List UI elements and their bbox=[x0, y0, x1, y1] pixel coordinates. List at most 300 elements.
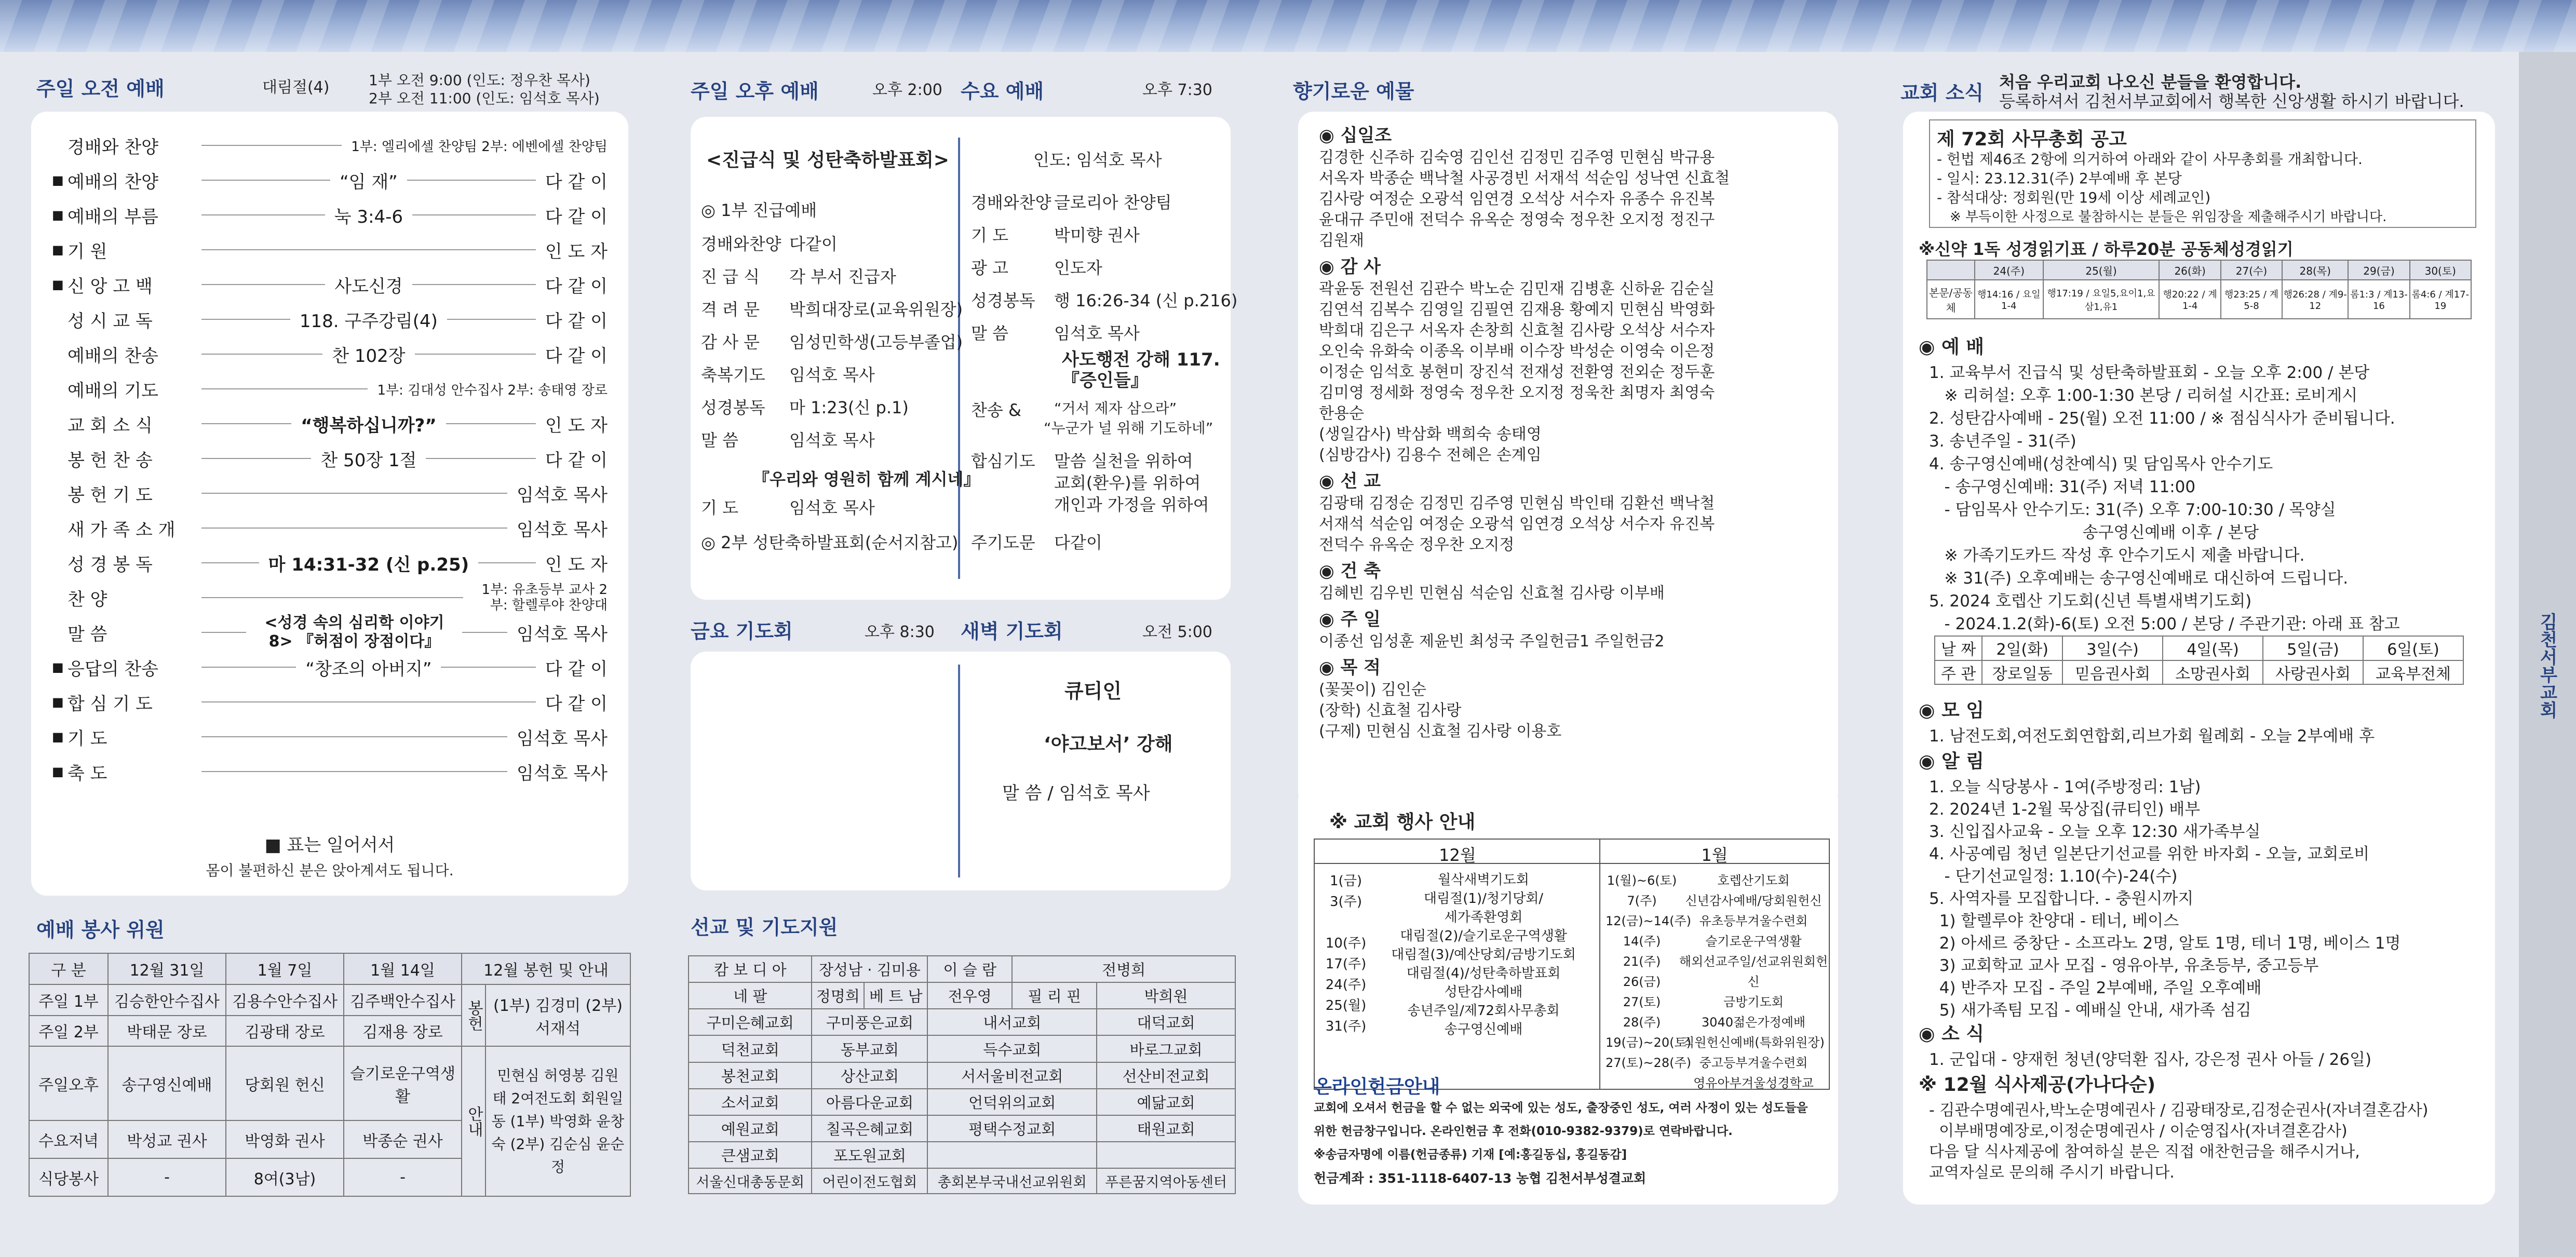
morning-order-card bbox=[31, 112, 628, 896]
event-item: 유초등부겨울수련회 bbox=[1699, 914, 1808, 928]
divider bbox=[958, 665, 960, 877]
afternoon-part1: ◎ 1부 진급예배 bbox=[701, 200, 817, 220]
news-line: 4. 송구영신예배(성찬예식) 및 담임목사 안수기도 bbox=[1929, 455, 2273, 474]
afternoon-order-value: 박희대장로(교육위원장) bbox=[789, 300, 963, 319]
wednesday-lord-label: 주기도문 bbox=[971, 533, 1035, 552]
order-row bbox=[52, 130, 608, 161]
afternoon-sermon: 『우리와 영원히 함께 계시네』 bbox=[753, 469, 980, 489]
cell: 행26:28 / 계9-12 bbox=[2282, 280, 2348, 319]
cell: 푸른꿈지역아동센터 bbox=[1097, 1168, 1235, 1194]
offering-names: 서재석 석순임 여정순 오광석 임연경 오석상 서수자 유진복 bbox=[1319, 515, 1715, 533]
divider bbox=[1599, 840, 1600, 1089]
news-line: - 2024.1.2(화)-6(토) 오전 5:00 / 본당 / 주관기관: 아래 표 참고 bbox=[1929, 615, 2400, 633]
event-date: 17(주) bbox=[1325, 956, 1367, 972]
cell: 2일(화) bbox=[1982, 636, 2062, 660]
order-row bbox=[52, 652, 608, 683]
afternoon-order-value: 임석호 목사 bbox=[789, 430, 875, 450]
order-row bbox=[52, 199, 608, 231]
divider bbox=[201, 528, 507, 529]
offering-names: 김사랑 여정순 오광석 임연경 오석상 서수자 유종수 유진복 bbox=[1319, 190, 1715, 208]
event-date: 21(주) bbox=[1623, 954, 1661, 969]
event-item: 금방기도회 bbox=[1723, 995, 1784, 1009]
church-cell: 태원교회 bbox=[1097, 1115, 1235, 1142]
header-cell: 25(월) bbox=[2043, 260, 2160, 280]
cell: 교육부전체 bbox=[2363, 660, 2463, 685]
church-cell: 내서교회 bbox=[927, 1009, 1097, 1035]
wednesday-prayer-2: 교회(환우)를 위하여 bbox=[1054, 473, 1201, 493]
order-leader: 임석호 목사 bbox=[516, 519, 608, 540]
side-tab bbox=[2519, 52, 2576, 1257]
friday-dawn-card bbox=[691, 652, 1231, 890]
afternoon-heading: <진급식 및 성탄축하발표회> bbox=[706, 150, 949, 171]
divider bbox=[478, 562, 536, 563]
event-item: 대림절(4)/성탄축하발표회 bbox=[1406, 966, 1561, 981]
order-content: 사도신경 bbox=[334, 276, 403, 297]
dawn-time: 오전 5:00 bbox=[1142, 623, 1212, 641]
news-line: ※ 리허설: 오후 1:00-1:30 본당 / 리허설 시간표: 로비게시 bbox=[1929, 386, 2358, 405]
stand-marker: ■ bbox=[52, 173, 64, 187]
wednesday-leader: 인도: 임석호 목사 bbox=[1033, 150, 1162, 170]
cell: 3일(수) bbox=[2062, 636, 2163, 660]
dawn-speaker: 말 씀 / 임석호 목사 bbox=[1002, 783, 1150, 804]
order-label: 말 씀 bbox=[68, 624, 107, 645]
order-label: 축 도 bbox=[68, 763, 107, 784]
table-row bbox=[29, 953, 630, 984]
events-jan-header: 1월 bbox=[1701, 845, 1728, 865]
offering-names: (꽃꽂이) 김인순 bbox=[1319, 681, 1426, 699]
offering-label: 봉헌 bbox=[462, 984, 485, 1047]
offerings-card bbox=[1298, 112, 1838, 807]
order-row bbox=[52, 614, 608, 651]
divider bbox=[201, 771, 507, 772]
news-line: 이부배명예장로,이정순명예권사 / 이순영집사(자녀결혼감사) bbox=[1929, 1122, 2348, 1140]
event-item: 송년주일/제72회사무총회 bbox=[1407, 1003, 1560, 1019]
cell: 식당봉사 bbox=[29, 1158, 108, 1196]
event-item: 신년감사예배/당회원헌신 bbox=[1685, 894, 1822, 908]
cell: 5일(금) bbox=[2263, 636, 2363, 660]
order-label: 합 심 기 도 bbox=[68, 693, 153, 714]
church-cell: 구미은혜교회 bbox=[689, 1009, 812, 1035]
church-cell: 예닮교회 bbox=[1097, 1089, 1235, 1115]
offering-names: 박희대 김은구 서옥자 손창희 신효철 김사랑 오석상 서수자 bbox=[1319, 321, 1715, 340]
divider bbox=[441, 667, 535, 668]
cell: 주 관 bbox=[1935, 660, 1982, 685]
event-date: 3(주) bbox=[1330, 894, 1362, 910]
order-leader: 인 도 자 bbox=[545, 241, 608, 262]
order-leader: 다 같 이 bbox=[545, 658, 608, 680]
offering-names: 한용순 bbox=[1319, 404, 1364, 423]
church-cell bbox=[927, 1142, 1097, 1168]
notice-line: - 일시: 23.12.31(주) 2부예배 후 본당 bbox=[1937, 170, 2182, 187]
offering-names: 오인숙 유화숙 이종옥 이부배 이수장 박성순 이영숙 이은정 bbox=[1319, 342, 1715, 360]
dawn-lecture: ‘야고보서’ 강해 bbox=[1044, 734, 1173, 755]
offering-category: ◉ 십일조 bbox=[1319, 125, 1392, 146]
news-line: - 김관수명예권사,박노순명예권사 / 김광태장로,김정순권사(자녀결혼감사) bbox=[1929, 1101, 2429, 1119]
table-row bbox=[689, 1009, 1235, 1035]
offering-names: (장학) 신효철 김사랑 bbox=[1319, 701, 1462, 720]
order-leader: 다 같 이 bbox=[545, 345, 608, 367]
wednesday-order-label: 말 씀 bbox=[971, 323, 1008, 343]
order-row bbox=[52, 478, 608, 509]
church-cell: 봉천교회 bbox=[689, 1062, 812, 1089]
online-title: 온라인헌금안내 bbox=[1314, 1076, 1440, 1098]
order-row bbox=[52, 408, 608, 439]
cell: 김용수안수집사 bbox=[226, 984, 344, 1016]
offering-category: ◉ 감 사 bbox=[1319, 256, 1381, 277]
event-date: 10(주) bbox=[1325, 936, 1367, 951]
news-line: 다음 달 식사제공에 참여하실 분은 직접 애찬헌금을 해주시거나, bbox=[1929, 1143, 2360, 1161]
order-row bbox=[52, 165, 608, 196]
news-line: 1) 할렐루야 찬양대 - 테너, 베이스 bbox=[1929, 912, 2179, 930]
offering-names: 김미영 정세화 정영숙 정우찬 오지정 정욱찬 최명자 최영숙 bbox=[1319, 384, 1715, 402]
cell: 박영화 권사 bbox=[226, 1120, 344, 1158]
offering-names: 서옥자 박종순 백낙철 사공경빈 서재석 석순임 성낙연 신효철 bbox=[1319, 169, 1730, 187]
offering-category: ◉ 건 축 bbox=[1319, 561, 1381, 582]
news-line: 5. 2024 호렙산 기도회(신년 특별새벽기도회) bbox=[1929, 592, 2252, 611]
offering-names: 김연석 김복수 김영일 김필연 김재용 황예지 민현심 박영화 bbox=[1319, 301, 1715, 319]
order-label: 신 앙 고 백 bbox=[68, 276, 153, 297]
header-cell: 구 분 bbox=[29, 953, 108, 984]
cell: 수요저녁 bbox=[29, 1120, 108, 1158]
afternoon-wednesday-card bbox=[691, 117, 1238, 600]
news-line: 4. 사공예림 청년 일본단기선교를 위한 바자회 - 오늘, 교회로비 bbox=[1929, 845, 2370, 863]
header-cell: 12월 31일 bbox=[108, 953, 226, 984]
header-cell: 30(토) bbox=[2410, 260, 2471, 280]
event-item: 대림절(3)/예산당회/금방기도회 bbox=[1391, 947, 1576, 963]
order-label: 성 경 봉 독 bbox=[68, 554, 153, 575]
order-content: “임 재” bbox=[340, 171, 398, 193]
news-title: 교회 소식 bbox=[1900, 82, 1984, 104]
order-content: 118. 구주강림(4) bbox=[299, 310, 438, 332]
divider bbox=[201, 319, 290, 320]
church-cell: 동부교회 bbox=[812, 1035, 927, 1062]
wednesday-lord-value: 다같이 bbox=[1054, 533, 1102, 552]
event-item: 해외선교주일/선교위원회헌신 bbox=[1679, 954, 1828, 989]
offering-names: 윤대규 주민애 전덕수 유옥순 정영숙 정우찬 오지정 정진구 bbox=[1319, 211, 1715, 229]
events-online-card bbox=[1298, 784, 1838, 1205]
cell: 주일오후 bbox=[29, 1046, 108, 1120]
order-row bbox=[52, 721, 608, 752]
divider bbox=[201, 388, 368, 389]
church-cell: 소서교회 bbox=[689, 1089, 812, 1115]
order-label: 교 회 소 식 bbox=[68, 415, 153, 436]
order-leader: 1부: 엘리에셀 찬양팀 2부: 에벤에셀 찬양팀 bbox=[351, 139, 608, 155]
cell: 8여(3남) bbox=[226, 1158, 344, 1196]
friday-title: 금요 기도회 bbox=[691, 620, 793, 643]
afternoon-order-label: 경배와찬양 bbox=[701, 234, 781, 254]
divider bbox=[415, 354, 536, 355]
afternoon-order-value: 각 부서 진급자 bbox=[789, 267, 896, 287]
table-row bbox=[1927, 280, 2471, 319]
welcome-2: 등록하셔서 김천서부교회에서 행복한 신앙생활 하시기 바랍니다. bbox=[1999, 91, 2464, 111]
divider bbox=[462, 632, 507, 633]
order-label: 새 가 족 소 개 bbox=[68, 519, 176, 540]
events-dec-header: 12월 bbox=[1439, 845, 1476, 865]
afternoon-order-label: 성경봉독 bbox=[701, 398, 765, 417]
guide-label: 안내 bbox=[462, 1046, 485, 1196]
event-date bbox=[1325, 912, 1367, 933]
divider bbox=[201, 493, 507, 494]
dawn-title: 새벽 기도회 bbox=[961, 620, 1063, 643]
afternoon-order-label: 격 려 문 bbox=[701, 300, 760, 319]
church-cell: 구미풍은교회 bbox=[812, 1009, 927, 1035]
news-line: 3. 송년주일 - 31(주) bbox=[1929, 432, 2076, 451]
cell: 캄 보 디 아 bbox=[689, 956, 812, 982]
wednesday-order-value: 박미향 권사 bbox=[1054, 225, 1140, 245]
header-cell: 26(화) bbox=[2159, 260, 2220, 280]
order-row bbox=[52, 269, 608, 300]
order-label: 봉 헌 기 도 bbox=[68, 484, 153, 506]
stand-marker: ■ bbox=[52, 660, 64, 674]
cell: 송구영신예배 bbox=[108, 1046, 226, 1120]
order-label: 성 시 교 독 bbox=[68, 310, 153, 332]
cell: 어린이전도협회 bbox=[812, 1168, 927, 1194]
order-row bbox=[52, 582, 608, 613]
wednesday-order-label: 성경봉독 bbox=[971, 291, 1035, 310]
wednesday-prayer-3: 개인과 가정을 위하여 bbox=[1054, 495, 1209, 515]
cell: 행14:16 / 요일1-4 bbox=[1975, 280, 2043, 319]
event-item: 호렙산기도회 bbox=[1717, 873, 1790, 888]
header-cell: 28(목) bbox=[2282, 260, 2348, 280]
table-row bbox=[689, 1062, 1235, 1089]
event-date: 1(금) bbox=[1330, 873, 1362, 889]
news-line: 3) 교회학교 교사 모집 - 영유아부, 유초등부, 중고등부 bbox=[1929, 956, 2319, 975]
offering-names: (구제) 민현심 신효철 김사랑 이용호 bbox=[1319, 722, 1562, 740]
header-cell: 1월 7일 bbox=[226, 953, 344, 984]
wednesday-hymn-1: “거서 제자 삼으라” bbox=[1054, 400, 1177, 417]
stand-marker: ■ bbox=[52, 277, 64, 292]
event-item: 대림절(2)/슬기로운구역생활 bbox=[1400, 928, 1567, 944]
offering-names: 이정순 임석호 봉현미 장진석 전재성 전환영 전외순 정두훈 bbox=[1319, 363, 1715, 381]
event-item: 슬기로운구역생활 bbox=[1705, 934, 1802, 949]
cell: 행20:22 / 계1-4 bbox=[2159, 280, 2220, 319]
news-line: - 송구영신예배: 31(주) 저녁 11:00 bbox=[1929, 478, 2196, 496]
order-row bbox=[52, 304, 608, 335]
news-section-title: ◉ 예 배 bbox=[1919, 336, 1985, 358]
notice-line: ※ 부득이한 사정으로 불참하시는 분들은 위임장을 제출해주시기 바랍니다. bbox=[1950, 209, 2387, 225]
event-date: 27(토)~28(주) bbox=[1606, 1056, 1692, 1070]
event-item: 월삭새벽기도회 bbox=[1438, 872, 1529, 888]
divider bbox=[201, 180, 330, 181]
header-cell: 29(금) bbox=[2348, 260, 2409, 280]
order-row bbox=[52, 339, 608, 370]
cell: 주일 1부 bbox=[29, 984, 108, 1016]
table-row bbox=[689, 956, 1235, 982]
church-cell: 득수교회 bbox=[927, 1035, 1097, 1062]
order-leader: 다 같 이 bbox=[545, 310, 608, 332]
notice-line: - 헌법 제46조 2항에 의거하여 아래와 같이 사무총회를 개최합니다. bbox=[1937, 151, 2363, 168]
order-leader: 1부: 유초등부 교사 2부: 할렐루야 찬양대 bbox=[481, 582, 608, 613]
order-leader: 임석호 목사 bbox=[516, 624, 608, 645]
offering-names: 김혜빈 김우빈 민현심 석순임 신효철 김사랑 이부배 bbox=[1319, 584, 1665, 602]
news-line: ※ 31(주) 오후예배는 송구영신예배로 대신하여 드립니다. bbox=[1929, 569, 2349, 588]
divider bbox=[201, 597, 463, 598]
cell: 전병희 bbox=[1012, 956, 1235, 982]
order-content: 마 14:31-32 (신 p.25) bbox=[268, 554, 469, 575]
cell: 박희원 bbox=[1097, 982, 1235, 1009]
order-leader: 인 도 자 bbox=[545, 554, 608, 575]
order-leader: 임석호 목사 bbox=[516, 484, 608, 506]
order-label: 찬 양 bbox=[68, 589, 107, 610]
notice-title: 제 72회 사무총회 공고 bbox=[1937, 129, 2127, 150]
morning-time-2: 2부 오전 11:00 (인도: 임석호 목사) bbox=[369, 90, 600, 107]
wednesday-order-label: 경배와찬양 bbox=[971, 193, 1051, 212]
church-cell: 칠곡은혜교회 bbox=[812, 1115, 927, 1142]
table-row bbox=[29, 1046, 630, 1120]
news-line: 송구영신예배 이후 / 본당 bbox=[1929, 523, 2259, 542]
stand-marker: ■ bbox=[52, 208, 64, 222]
cell: 4일(목) bbox=[2163, 636, 2263, 660]
church-cell: 아름다운교회 bbox=[812, 1089, 927, 1115]
stand-marker: ■ bbox=[52, 729, 64, 744]
offering-category: ◉ 선 교 bbox=[1319, 471, 1381, 492]
offering-names: 김경한 신주하 김숙영 김인선 김정민 김주영 민현심 박규용 bbox=[1319, 148, 1715, 167]
order-label: 봉 헌 찬 송 bbox=[68, 450, 153, 471]
cell: 김주백안수집사 bbox=[344, 984, 462, 1016]
event-date: 31(주) bbox=[1325, 1019, 1367, 1034]
event-date: 24(주) bbox=[1325, 977, 1367, 993]
event-item: 대림절(1)/청기당회/ bbox=[1423, 891, 1544, 907]
cell: 서울신대총동문회 bbox=[689, 1168, 812, 1194]
news-line: 2. 2024년 1-2월 묵상집(큐티인) 배부 bbox=[1929, 800, 2201, 819]
table-row bbox=[689, 1035, 1235, 1062]
event-item: 송구영신예배 bbox=[1444, 1022, 1523, 1037]
cell: - bbox=[344, 1158, 462, 1196]
divider bbox=[201, 458, 311, 459]
service-staff-title: 예배 봉사 위원 bbox=[36, 918, 165, 941]
order-leader: 다 같 이 bbox=[545, 450, 608, 471]
wednesday-order-label: 기 도 bbox=[971, 225, 1008, 245]
wednesday-order-value: 인도자 bbox=[1054, 258, 1102, 278]
wednesday-prayer-label: 합심기도 bbox=[971, 451, 1035, 471]
cell: 필 리 핀 bbox=[1012, 982, 1097, 1009]
order-content: “행복하십니까?” bbox=[301, 415, 437, 436]
service-staff-table bbox=[29, 953, 631, 1197]
news-line: 1. 오늘 식당봉사 - 1여(주방정리: 1남) bbox=[1929, 778, 2201, 796]
order-leader: 다 같 이 bbox=[545, 693, 608, 714]
table-row bbox=[689, 1115, 1235, 1142]
offering-names: 김광태 김정순 김정민 김주영 민현심 박인태 김환선 백낙철 bbox=[1319, 494, 1715, 512]
news-line: - 단기선교일정: 1.10(수)-24(수) bbox=[1929, 867, 2178, 886]
table-row bbox=[1927, 260, 2471, 280]
table-row bbox=[29, 984, 630, 1016]
cell: 롬1:3 / 계13-16 bbox=[2348, 280, 2409, 319]
afternoon-order-label: 진 급 식 bbox=[701, 267, 760, 287]
wednesday-order-value: 임석호 목사 bbox=[1054, 323, 1140, 343]
afternoon-pray-value: 임석호 목사 bbox=[789, 498, 875, 518]
divider bbox=[201, 632, 246, 633]
order-row bbox=[52, 512, 608, 544]
order-leader: 다 같 이 bbox=[545, 276, 608, 297]
afternoon-order-label: 감 사 문 bbox=[701, 332, 760, 352]
order-label: 예배의 부름 bbox=[68, 206, 159, 227]
cell: 롬4:6 / 계17-19 bbox=[2410, 280, 2471, 319]
events-table bbox=[1314, 839, 1830, 1090]
afternoon-order-label: 말 씀 bbox=[701, 430, 738, 450]
cell: 행17:19 / 요일5,요이1,요삼1,유1 bbox=[2043, 280, 2160, 319]
cell: 김광태 장로 bbox=[226, 1016, 344, 1047]
online-line-3: ※송금자명에 이름(헌금종류) 기재 [예:홍길동십, 홍길동감] bbox=[1314, 1148, 1627, 1161]
divider bbox=[958, 138, 960, 579]
cell: 정명희 bbox=[812, 982, 864, 1009]
news-section-title: ※ 12월 식사제공(가나다순) bbox=[1919, 1074, 2156, 1096]
divider bbox=[201, 562, 259, 563]
morning-time-1: 1부 오전 9:00 (인도: 정우찬 목사) bbox=[369, 72, 590, 89]
cell: 김재용 장로 bbox=[344, 1016, 462, 1047]
header-cell: 12월 봉헌 및 안내 bbox=[462, 953, 630, 984]
event-date: 7(주) bbox=[1627, 894, 1657, 908]
online-line-1: 교회에 오셔서 헌금을 할 수 없는 외국에 있는 성도, 출장중인 성도, 여러 사정이 있는 성도들을 bbox=[1314, 1101, 1808, 1115]
cell: 슬기로운구역생활 bbox=[344, 1046, 462, 1120]
order-leader: 다 같 이 bbox=[545, 206, 608, 227]
cell: 행23:25 / 계5-8 bbox=[2221, 280, 2282, 319]
order-label: 예배의 찬송 bbox=[68, 345, 159, 367]
bible-table bbox=[1926, 260, 2472, 319]
afternoon-title: 주일 오후 예배 bbox=[691, 80, 819, 103]
order-content: 찬 102장 bbox=[332, 345, 406, 367]
order-label: 예배의 찬양 bbox=[68, 171, 159, 193]
cell: 총회본부국내선교위원회 bbox=[927, 1168, 1097, 1194]
cell: 전우영 bbox=[927, 982, 1012, 1009]
church-cell: 큰샘교회 bbox=[689, 1142, 812, 1168]
event-date: 14(주) bbox=[1623, 934, 1661, 949]
order-label: 경배와 찬양 bbox=[68, 137, 159, 158]
welcome-1: 처음 우리교회 나오신 분들을 환영합니다. bbox=[1999, 72, 2302, 92]
guide-text: 민현심 허영봉 김원태 2여전도회 회원일동 (1부) 박영화 윤창숙 (2부) 김순심 윤순정 bbox=[485, 1046, 630, 1196]
news-line: 1. 군입대 - 양재헌 청년(양덕환 집사, 강은정 권사 아들 / 26일) bbox=[1929, 1050, 2372, 1069]
order-leader: 임석호 목사 bbox=[516, 728, 608, 749]
offering-names: 이종선 임성훈 제윤빈 최성국 주일헌금1 주일헌금2 bbox=[1319, 632, 1665, 651]
church-cell: 덕천교회 bbox=[689, 1035, 812, 1062]
offerings-title: 향기로운 예물 bbox=[1293, 80, 1414, 103]
standing-note: ■ 표는 일어서서 bbox=[264, 835, 395, 856]
table-row bbox=[689, 1142, 1235, 1168]
wednesday-order-value: 행 16:26-34 (신 p.216) bbox=[1054, 291, 1238, 310]
news-line: ※ 가족기도카드 작성 후 안수기도시 제출 바랍니다. bbox=[1929, 546, 2305, 565]
cell: 주일 2부 bbox=[29, 1016, 108, 1047]
divider bbox=[201, 354, 322, 355]
event-date: 1(월)~6(토) bbox=[1607, 873, 1677, 888]
order-leader: 다 같 이 bbox=[545, 171, 608, 193]
offering-names: (심방감사) 김용수 전혜은 손계임 bbox=[1319, 446, 1542, 464]
divider bbox=[447, 319, 536, 320]
order-content: <성경 속의 심리학 이야기 8> 『허점이 장점이다』 bbox=[264, 614, 444, 651]
offering-names: 곽윤동 전원선 김관수 박노순 김민재 김병훈 신하윤 김순실 bbox=[1319, 280, 1715, 298]
news-line: 2. 성탄감사예배 - 25(월) 오전 11:00 / ※ 점심식사가 준비됩니다. bbox=[1929, 409, 2395, 428]
offering-category: ◉ 주 일 bbox=[1319, 609, 1381, 630]
divider bbox=[426, 458, 535, 459]
church-cell: 평택수정교회 bbox=[927, 1115, 1097, 1142]
wednesday-order-value: 글로리아 찬양팀 bbox=[1054, 193, 1172, 212]
table-row bbox=[689, 982, 1235, 1009]
friday-time: 오후 8:30 bbox=[865, 623, 935, 641]
order-row bbox=[52, 756, 608, 787]
afternoon-order-value: 마 1:23(신 p.1) bbox=[789, 398, 909, 417]
news-section-title: ◉ 소 식 bbox=[1919, 1023, 1985, 1045]
news-section-title: ◉ 모 임 bbox=[1919, 700, 1985, 721]
order-row bbox=[52, 686, 608, 718]
wednesday-prayer-1: 말씀 실천을 위하여 bbox=[1054, 451, 1193, 471]
news-line: 1. 남전도회,여전도회연합회,리브가회 월례회 - 오늘 2부예배 후 bbox=[1929, 727, 2375, 746]
order-row bbox=[52, 443, 608, 474]
table-row bbox=[689, 1168, 1235, 1194]
church-cell: 서서울비전교회 bbox=[927, 1062, 1097, 1089]
order-label: 예배의 기도 bbox=[68, 380, 159, 401]
divider bbox=[412, 214, 536, 215]
order-row bbox=[52, 234, 608, 265]
mission-table bbox=[688, 955, 1236, 1194]
sitting-note: 몸이 불편하신 분은 앉아계셔도 됩니다. bbox=[206, 862, 454, 879]
